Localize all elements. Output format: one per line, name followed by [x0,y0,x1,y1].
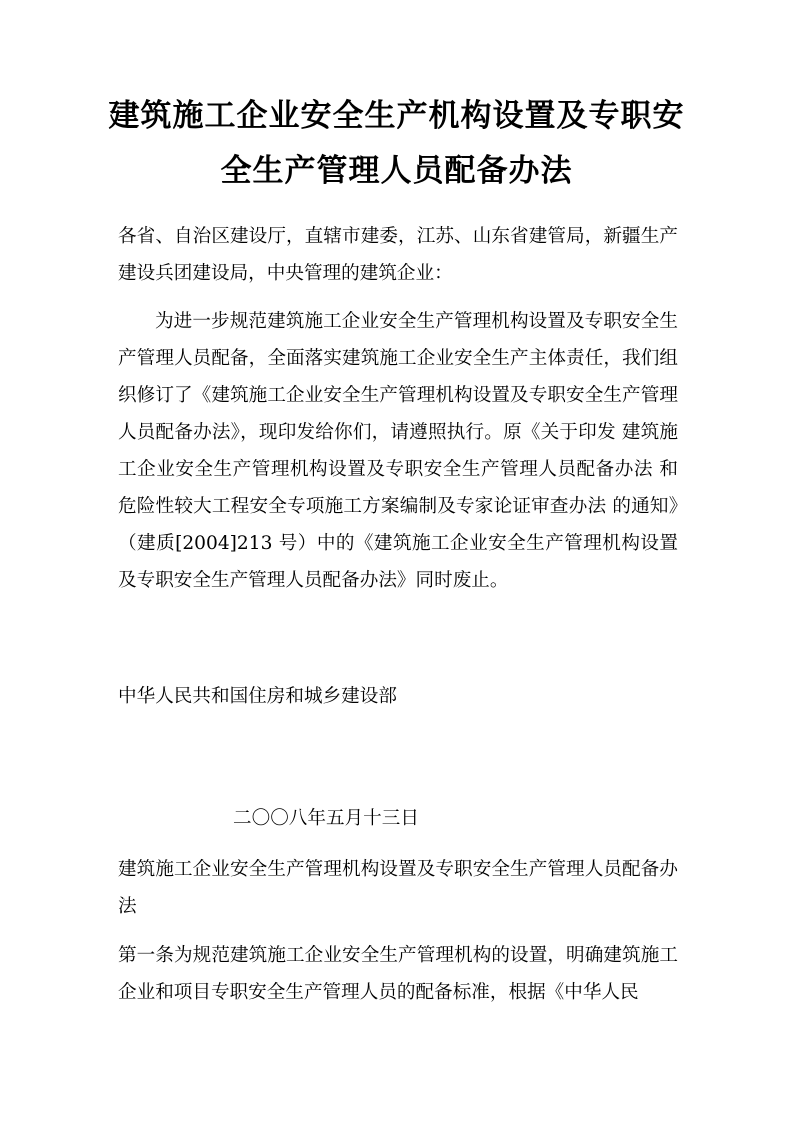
document-title-line-2: 全生产管理人员配备办法 [220,153,573,189]
issue-date: 二〇〇八年五月十三日 [233,808,419,829]
salutation-paragraph: 各省、自治区建设厅，直辖市建委，江苏、山东省建管局，新疆生产建设兵团建设局，中央管理的建筑企业： [118,226,678,284]
issuing-authority: 中华人民共和国住房和城乡建设部 [118,686,397,707]
article-one-paragraph: 第一条为规范建筑施工企业安全生产管理机构的设置，明确建筑施工企业和项目专职安全生产管理人员的配备标准，根据《中华人民 [118,945,678,1003]
notice-body-paragraph: 为进一步规范建筑施工企业安全生产管理机构设置及专职安全生产管理人员配备，全面落实建筑施工企业安全生产主体责任，我们组织修订了《建筑施工企业安全生产管理机构设置及专职安全生产管理人员配备办法》，现印发给你们，请遵照执行。原《关于印发 建筑施工企业安全生产管理机构设置及专职安全生产管理人员配备办法 和 危险性较大工程安全专项施工方案编制及专家论证审查办法 的通知》（建质[2004]213 号）中的《建筑施工企业安全生产管理机构设置及专职安全生产管理人员配备办法》同时废止。 [118,311,678,591]
document-title-line-1: 建筑施工企业安全生产机构设置及专职安 [108,98,685,134]
regulation-heading: 建筑施工企业安全生产管理机构设置及专职安全生产管理人员配备办法 [118,859,678,917]
